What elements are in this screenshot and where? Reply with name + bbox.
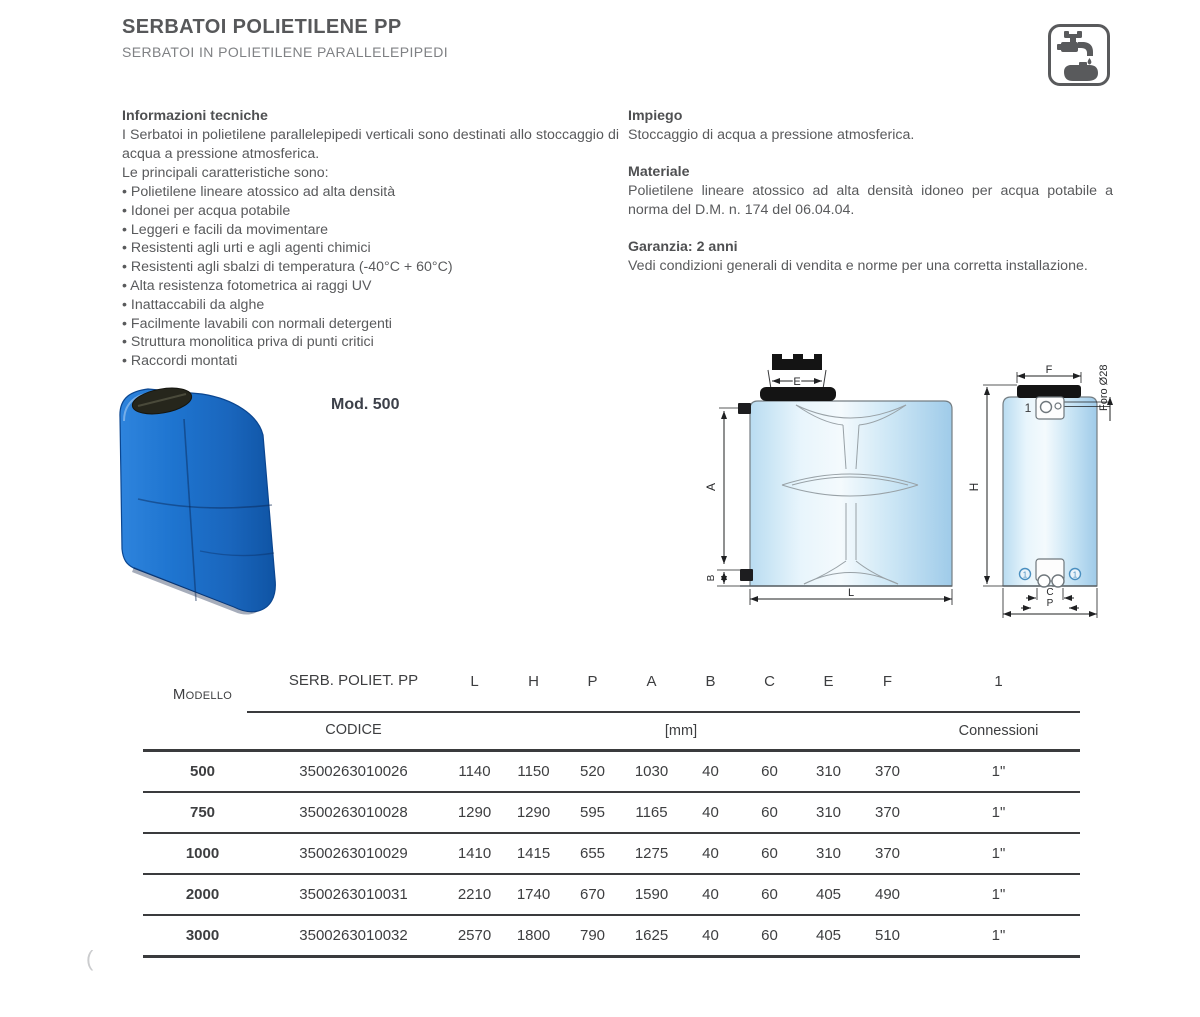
model-label: Mod. 500 bbox=[331, 396, 400, 413]
cell-dimension: 510 bbox=[874, 927, 901, 944]
cell-modello: 3000 bbox=[185, 927, 220, 944]
col-header-one: 1 bbox=[994, 672, 1003, 690]
col-header-mm: [mm] bbox=[664, 723, 698, 739]
cell-modello: 2000 bbox=[185, 886, 220, 903]
cell-modello: 500 bbox=[189, 763, 216, 780]
cell-dimension: 1415 bbox=[516, 845, 551, 862]
dim-col-header: C bbox=[764, 672, 775, 690]
cell-dimension: 40 bbox=[702, 804, 719, 821]
dim-label-B: B bbox=[706, 574, 717, 582]
svg-text:1: 1 bbox=[1072, 570, 1078, 580]
dim-label-P: P bbox=[1046, 598, 1054, 609]
cell-dimension: 40 bbox=[702, 927, 719, 944]
cell-modello: 750 bbox=[189, 804, 216, 821]
cell-dimension: 370 bbox=[874, 845, 901, 862]
dim-label-L: L bbox=[847, 587, 855, 599]
materiale-text: Polietilene lineare atossico ad alta densità idoneo per acqua potabile a norma del D.M. n. 174 del 06.04.04. bbox=[628, 183, 1113, 218]
cell-dimension: 405 bbox=[815, 886, 842, 903]
spec-table bbox=[143, 651, 1080, 958]
feature-item: • Facilmente lavabili con normali detergenti bbox=[122, 315, 619, 334]
col-header-group: SERB. POLIET. PP bbox=[288, 672, 419, 689]
table-row bbox=[143, 793, 1080, 834]
table-body bbox=[143, 752, 1080, 958]
dim-col-header: B bbox=[705, 672, 716, 690]
cell-dimension: 1290 bbox=[457, 804, 492, 821]
cell-dimension: 405 bbox=[815, 927, 842, 944]
impiego-section bbox=[628, 107, 1113, 145]
dim-col-header: A bbox=[646, 672, 657, 690]
dim-label-H: H bbox=[967, 482, 981, 492]
info-paragraph: I Serbatoi in polietilene parallelepipedi verticali sono destinati allo stoccaggio di acqua a pressione atmosferica. bbox=[122, 127, 619, 162]
feature-list bbox=[122, 183, 619, 371]
table-row bbox=[143, 834, 1080, 875]
cell-dimension: 1290 bbox=[516, 804, 551, 821]
dim-headers bbox=[445, 673, 917, 690]
cell-dimension: 40 bbox=[702, 845, 719, 862]
side-view bbox=[967, 364, 1110, 618]
info-lead: Le principali caratteristiche sono: bbox=[122, 165, 329, 181]
cell-dimension: 1165 bbox=[635, 804, 668, 821]
cell-dimension: 60 bbox=[761, 845, 778, 862]
dim-col-header: F bbox=[882, 672, 893, 690]
col-header-modello: Modello bbox=[172, 686, 233, 703]
dim-col-header: H bbox=[528, 672, 539, 690]
cell-dimension: 2210 bbox=[457, 886, 492, 903]
cell-connessioni: 1" bbox=[991, 763, 1006, 780]
cell-dimension: 310 bbox=[815, 845, 842, 862]
cell-dimension: 670 bbox=[579, 886, 606, 903]
cell-dimension: 1030 bbox=[634, 763, 669, 780]
dim-label-F: F bbox=[1045, 364, 1053, 376]
faucet-tank-icon-glyph bbox=[1051, 27, 1107, 83]
dim-label-C: C bbox=[1046, 587, 1054, 598]
cell-dimension: 1150 bbox=[517, 763, 550, 780]
feature-item: • Polietilene lineare atossico ad alta densità bbox=[122, 183, 619, 202]
cell-dimension: 310 bbox=[815, 804, 842, 821]
cell-modello: 1000 bbox=[185, 845, 220, 862]
page-title: SERBATOI POLIETILENE PP bbox=[122, 16, 402, 38]
cell-dimension: 60 bbox=[761, 763, 778, 780]
cell-connessioni: 1" bbox=[991, 886, 1006, 903]
faucet-tank-icon bbox=[1048, 24, 1110, 86]
garanzia-text: Vedi condizioni generali di vendita e norme per una corretta installazione. bbox=[628, 258, 1088, 274]
cell-dimension: 1275 bbox=[634, 845, 669, 862]
cell-dimension: 790 bbox=[579, 927, 606, 944]
impiego-heading: Impiego bbox=[628, 108, 683, 124]
cell-dimension: 1625 bbox=[634, 927, 669, 944]
feature-item: • Struttura monolitica priva di punti critici bbox=[122, 333, 619, 352]
svg-text:1: 1 bbox=[1022, 570, 1028, 580]
cell-dimension: 1410 bbox=[457, 845, 492, 862]
col-header-codice: CODICE bbox=[325, 722, 382, 739]
cell-connessioni: 1" bbox=[991, 845, 1006, 862]
dim-label-A: A bbox=[704, 482, 718, 492]
feature-item: • Raccordi montati bbox=[122, 352, 619, 371]
usage-column bbox=[628, 107, 1113, 294]
feature-item: • Resistenti agli sbalzi di temperatura (-40°C + 60°C) bbox=[122, 258, 619, 277]
cell-dimension: 60 bbox=[761, 804, 778, 821]
table-row bbox=[143, 752, 1080, 793]
feature-item: • Resistenti agli urti e agli agenti chimici bbox=[122, 239, 619, 258]
dim-col-header: E bbox=[823, 672, 834, 690]
cell-dimension: 1590 bbox=[634, 886, 669, 903]
cell-dimension: 310 bbox=[815, 763, 842, 780]
garanzia-section bbox=[628, 238, 1113, 276]
feature-item: • Idonei per acqua potabile bbox=[122, 202, 619, 221]
table-header-row-1 bbox=[143, 651, 1080, 711]
garanzia-heading: Garanzia: 2 anni bbox=[628, 239, 738, 255]
cell-dimension: 60 bbox=[761, 886, 778, 903]
cell-dimension: 370 bbox=[874, 763, 901, 780]
col-header-connessioni: Connessioni bbox=[958, 723, 1039, 739]
cell-codice: 3500263010031 bbox=[299, 885, 408, 903]
materiale-heading: Materiale bbox=[628, 164, 690, 180]
cell-dimension: 1800 bbox=[516, 927, 551, 944]
cell-dimension: 490 bbox=[874, 886, 901, 903]
stray-mark: ( bbox=[86, 946, 94, 971]
cell-connessioni: 1" bbox=[991, 927, 1006, 944]
cell-codice: 3500263010032 bbox=[299, 926, 408, 944]
feature-item: • Alta resistenza fotometrica ai raggi UV bbox=[122, 277, 619, 296]
cell-codice: 3500263010026 bbox=[299, 762, 408, 780]
cell-codice: 3500263010028 bbox=[299, 803, 408, 821]
cell-connessioni: 1" bbox=[991, 804, 1006, 821]
product-tank-image bbox=[104, 381, 309, 629]
dim-label-E: E bbox=[793, 376, 801, 388]
dim-col-header: L bbox=[470, 672, 479, 690]
cell-dimension: 40 bbox=[702, 763, 719, 780]
page-subtitle: SERBATOI IN POLIETILENE PARALLELEPIPEDI bbox=[122, 44, 449, 60]
feature-item: • Leggeri e facili da movimentare bbox=[122, 221, 619, 240]
cell-dimension: 40 bbox=[702, 886, 719, 903]
info-heading: Informazioni tecniche bbox=[122, 108, 268, 124]
table-header-row-2 bbox=[143, 713, 1080, 749]
table-row bbox=[143, 875, 1080, 916]
technical-drawing bbox=[700, 333, 1150, 625]
fitting-number-label: 1 bbox=[1024, 401, 1032, 415]
feature-item: • Inattaccabili da alghe bbox=[122, 296, 619, 315]
cell-dimension: 60 bbox=[761, 927, 778, 944]
cell-dimension: 370 bbox=[874, 804, 901, 821]
cell-codice: 3500263010029 bbox=[299, 844, 408, 862]
table-row bbox=[143, 916, 1080, 958]
dim-col-header: P bbox=[587, 672, 598, 690]
technical-info-column bbox=[122, 107, 619, 371]
foro-callout-label: Foro Ø28 bbox=[1098, 364, 1110, 411]
cell-dimension: 520 bbox=[579, 763, 606, 780]
impiego-text: Stoccaggio di acqua a pressione atmosferica. bbox=[628, 127, 915, 143]
cell-dimension: 595 bbox=[579, 804, 606, 821]
cell-dimension: 1740 bbox=[516, 886, 551, 903]
front-view bbox=[704, 354, 952, 605]
materiale-section bbox=[628, 163, 1113, 220]
cell-dimension: 655 bbox=[579, 845, 606, 862]
cell-dimension: 2570 bbox=[457, 927, 492, 944]
cell-dimension: 1140 bbox=[458, 763, 491, 780]
